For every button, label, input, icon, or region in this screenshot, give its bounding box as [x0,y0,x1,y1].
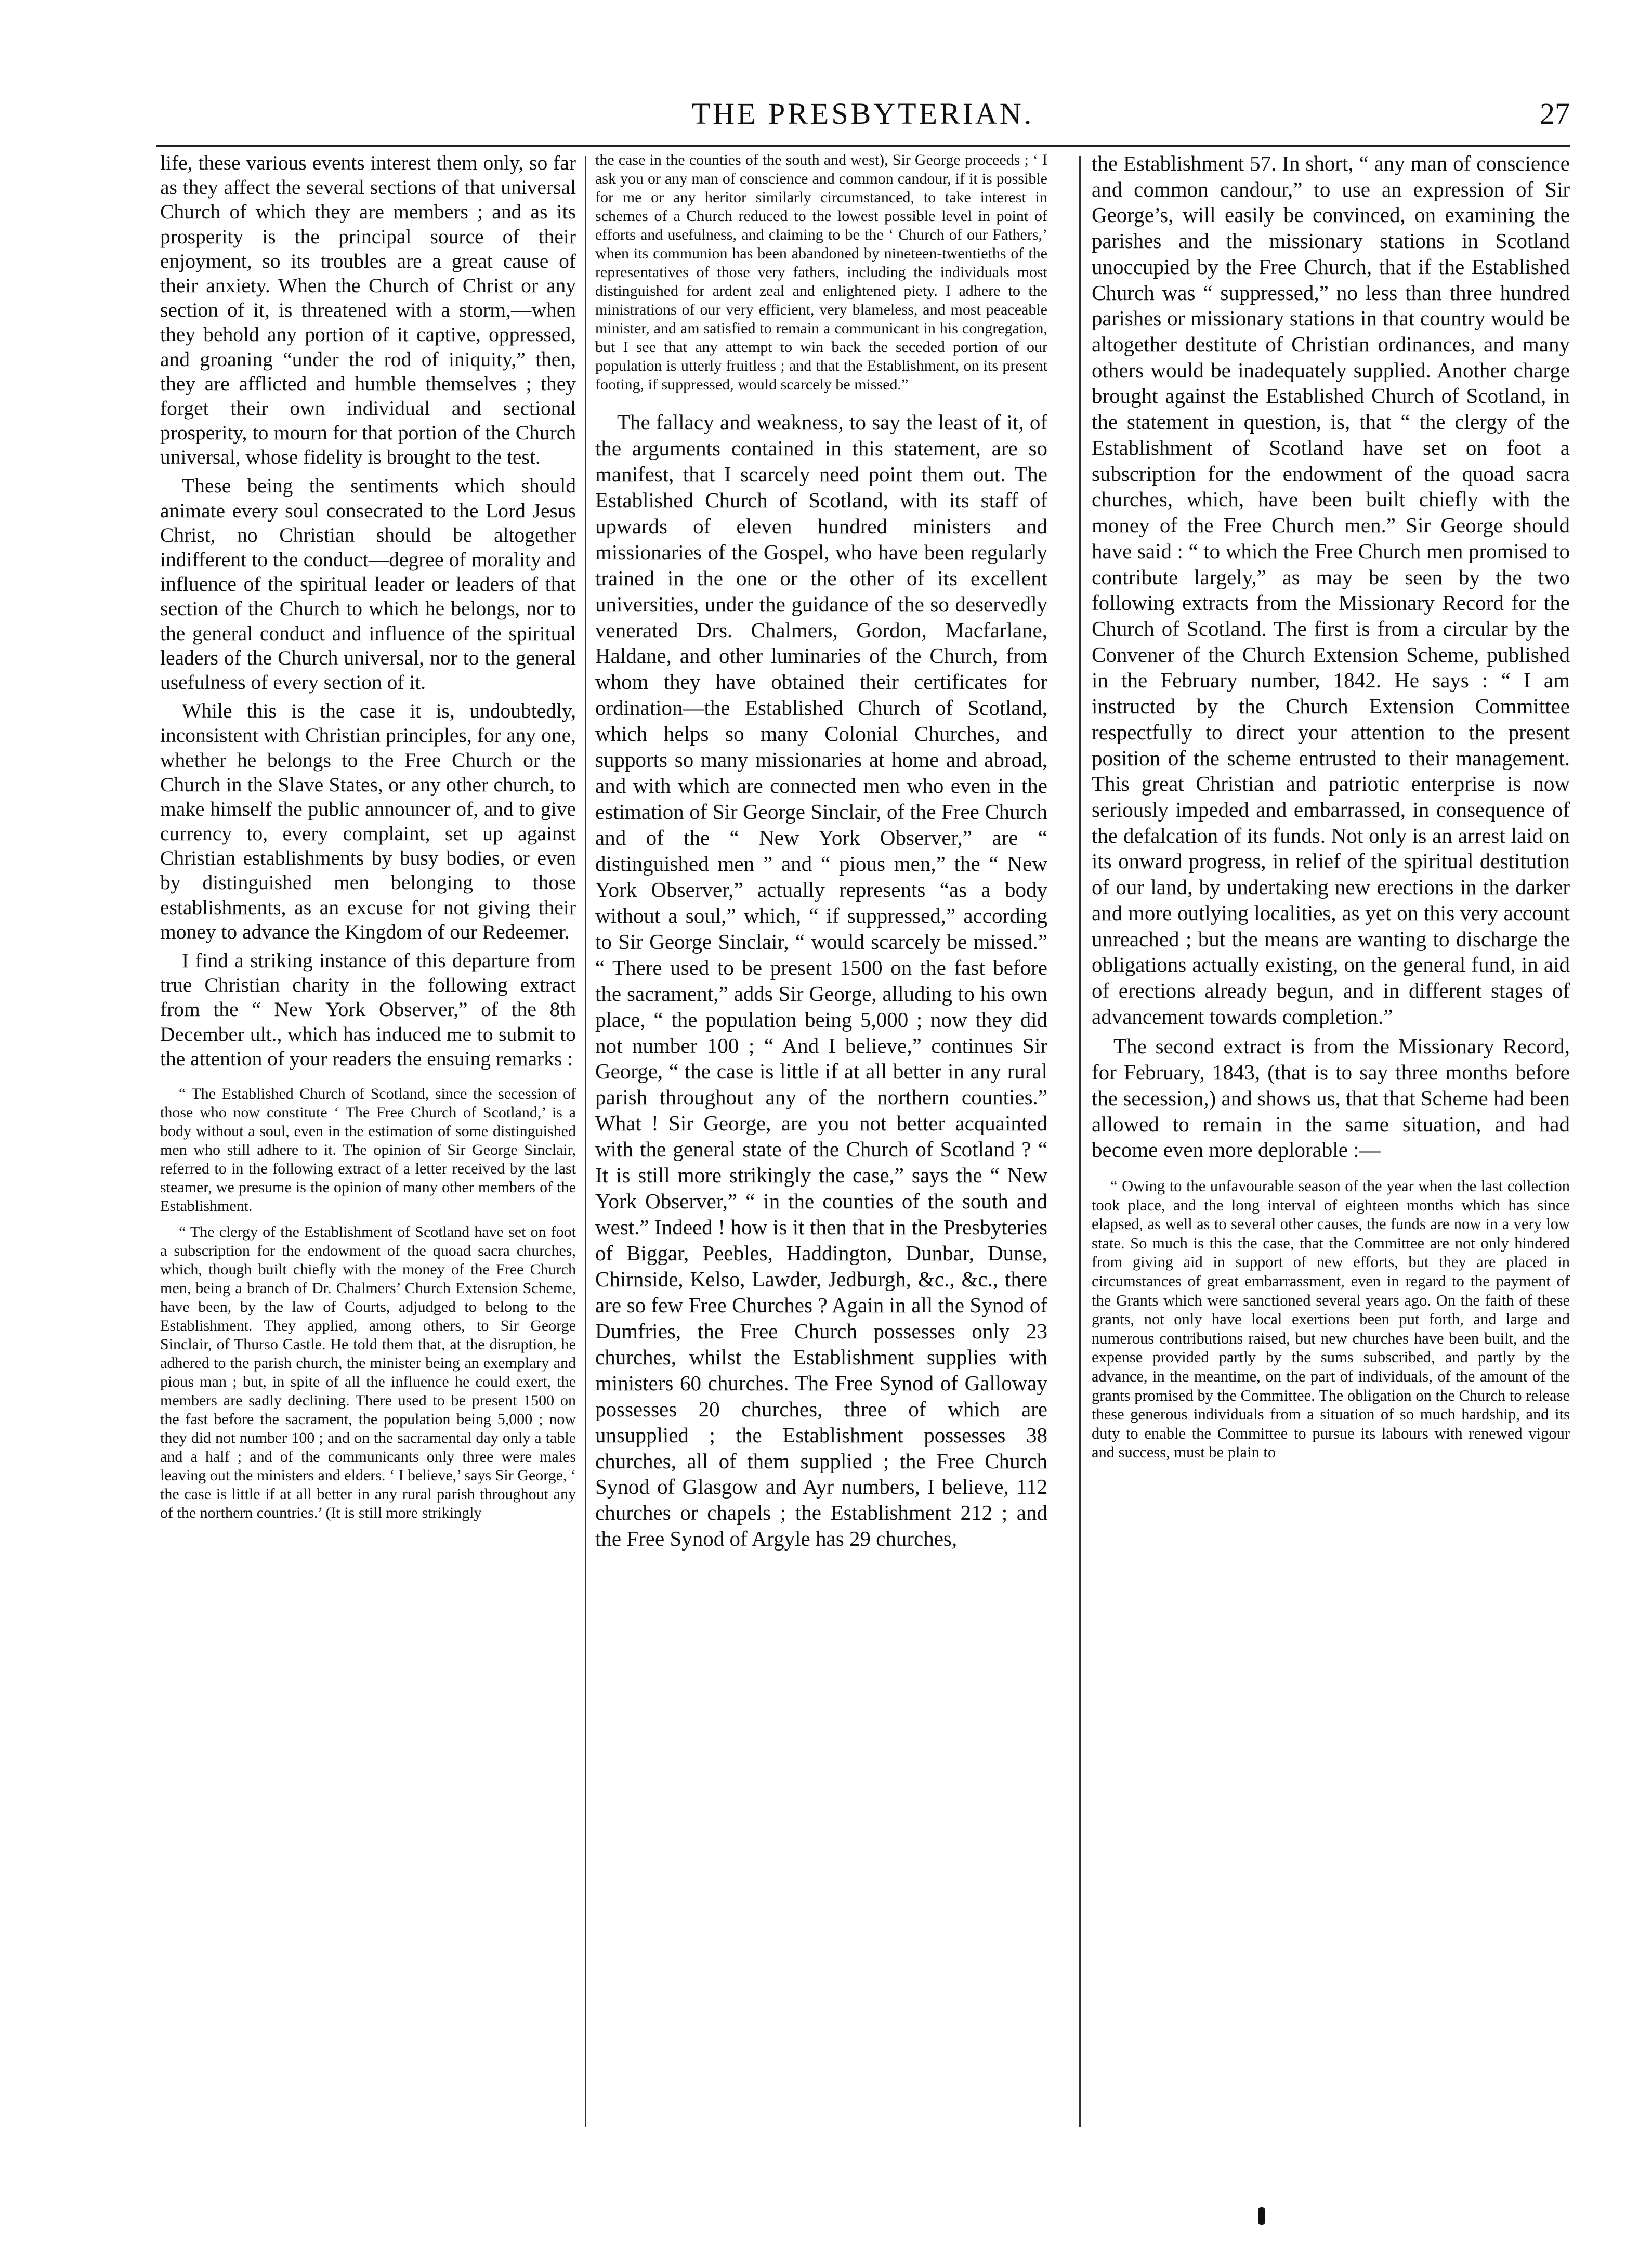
column-divider-2 [1079,156,1081,2127]
running-title: THE PRESBYTERIAN. [691,97,1034,131]
column-3 [1092,151,1570,1466]
quoted-extract: “ Owing to the unfavourable season of the year when the last collection took place, and the long interval of eighteen months which has since elapsed, as well as to several other causes, the funds are now in a very low state. So much is this the case, that the Committee are not only hindered from giving aid in support of new efforts, but they are placed in circumstances of great embarrassment, even in regard to the payment of the Grants which were sanctioned several years ago. On the faith of these grants, not only have local exertions been put forth, and large and numerous contributions raised, but new churches have been built, and the expense provided partly by the sums subscribed, and partly by the advance, in the meantime, on the part of individuals, of the amount of the grants promised by the Committee. The obligation on the Church to release these generous individuals from a situation of so much hardship, and its duty to enable the Committee to pursue its labours with renewed vigour and success, must be plain to [1092,1177,1570,1462]
paragraph: The second extract is from the Missionary Record, for February, 1843, (that is to say three months before the secession,) and shows us, that that Scheme had been allowed to remain in the same situation, and had become even more deplorable :— [1092,1034,1570,1162]
column-divider-1 [585,156,586,2127]
column-1 [160,151,576,1527]
paragraph: I find a striking instance of this departure from true Christian charity in the following extract from the “ New York Observer,” of the 8th December ult., which has induced me to submit to the attention of your readers the ensuing remarks : [160,949,576,1070]
paragraph: These being the sentiments which should animate every soul consecrated to the Lord Jesus Christ, no Christian should be altogether indifferent to the conduct—degree of morality and influence of the spiritual leader or leaders of that section of the Church to which he belongs, nor to the general conduct and influence of the spiritual leaders of the Church universal, nor to the general usefulness of every section of it. [160,474,576,694]
paragraph: While this is the case it is, undoubtedly, inconsistent with Christian principles, for any one, whether he belongs to the Free Church or the Church in the Slave States, or any other church, to make himself the public announcer of, and to give currency to, every complaint, set up against Christian establishments by busy bodies, or even by distinguished men belonging to those establishments, as an excuse for not giving their money to advance the Kingdom of our Redeemer. [160,699,576,943]
quoted-extract: “ The clergy of the Establishment of Scotland have set on foot a subscription for the endowment of the quoad sacra churches, which, though built chiefly with the money of the Free Church men, being a branch of Dr. Chalmers’ Church Extension Scheme, have been, by the law of Courts, adjudged to belong to the Establishment. They applied, among others, to Sir George Sinclair, of Thurso Castle. He told them that, at the disruption, he adhered to the parish church, the minister being an exemplary and pious man ; but, in spite of all the influence he could exert, the members are sadly declining. There used to be present 1500 on the fast before the sacrament, the population being 5,000 ; now they did not number 100 ; and on the sacramental day only a table and a half ; and of the communicants only three were males leaving out the ministers and elders. ‘ I believe,’ says Sir George, ‘ the case is little if at all better in any rural parish throughout any of the northern countries.’ (It is still more strikingly [160,1223,576,1521]
paragraph: the Establishment 57. In short, “ any man of conscience and common candour,” to use an expression of Sir George’s, will easily be convinced, on examining the parishes and the missionary stations in Scotland unoccupied by the Free Church, that if the Established Church was “ suppressed,” no less than three hundred parishes or missionary stations in that country would be altogether destitute of Christian ordinances, and many others would be inadequately supplied. Another charge brought against the Established Church of Scotland, in the statement in question, is, that “ the clergy of the Establishment of Scotland have set on foot a subscription for the endowment of the quoad sacra churches, which, have been built chiefly with the money of the Free Church men.” Sir George should have said : “ to which the Free Church men promised to contribute largely,” as may be seen by the two following extracts from the Missionary Record for the Church of Scotland. The first is from a circular by the Convener of the Church Extension Scheme, published in the February number, 1842. He says : “ I am instructed by the Church Extension Committee respectfully to direct your attention to the present position of the scheme entrusted to their management. This great Christian and patriotic enterprise is now seriously impeded and embarrassed, in consequence of the defalcation of its funds. Not only is an arrest laid on its onward progress, in relief of the spiritual destitution of our land, by undertaking new erections in the darker and more outlying localities, as yet on this very account unreached ; but the means are wanting to discharge the obligations actually existing, on the general fund, in aid of erections already begun, and in different stages of advancement towards completion.” [1092,151,1570,1028]
column-2 [595,151,1047,1556]
paragraph: life, these various events interest them only, so far as they affect the several sections of that universal Church of which they are members ; and as its prosperity is the principal source of their enjoyment, so its troubles are a great cause of their anxiety. When the Church of Christ or any section of it, is threatened with a storm,—when they behold any portion of it captive, oppressed, and groaning “under the rod of iniquity,” then, they are afflicted and humble themselves ; they forget their own individual and sectional prosperity, to mourn for that portion of the Church universal, whose fidelity is brought to the test. [160,151,576,469]
page-number: 27 [1540,97,1570,131]
ink-mark [1258,2207,1265,2225]
page-header [156,96,1570,138]
paragraph: The fallacy and weakness, to say the least of it, of the arguments contained in this statement, are so manifest, that I scarcely need point them out. The Established Church of Scotland, with its staff of upwards of eleven hundred ministers and missionaries of the Gospel, who have been regularly trained in the one or the other of its excellent universities, under the guidance of the so deservedly venerated Drs. Chalmers, Gordon, Macfarlane, Haldane, and other luminaries of the Church, from whom they have obtained their certificates for ordination—the Established Church of Scotland, which helps so many Colonial Churches, and supports so many missionaries at home and abroad, and with which are connected men who even in the estimation of Sir George Sinclair, of the Free Church and of the “ New York Observer,” are “ distinguished men ” and “ pious men,” the “ New York Observer,” actually represents “as a body without a soul,” which, “ if suppressed,” according to Sir George Sinclair, “ would scarcely be missed.” “ There used to be present 1500 on the fast before the sacrament,” adds Sir George, alluding to his own place, “ the population being 5,000 ; now they did not number 100 ; “ And I believe,” continues Sir George, “ the case is little if at all better in any rural parish throughout any of the northern counties.” What ! Sir George, are you not better acquainted with the general state of the Church of Scotland ? “ It is still more strikingly the case,” says the “ New York Observer,” “ in the counties of the south and west.” Indeed ! how is it then that in the Presbyteries of Biggar, Peebles, Haddington, Dunbar, Dunse, Chirnside, Kelso, Lawder, Jedburgh, &c., &c., there are so few Free Churches ? Again in all the Synod of Dumfries, the Free Church possesses only 23 churches, whilst the Establishment supplies with ministers 60 churches. The Free Synod of Galloway possesses 20 churches, three of which are unsupplied ; the Establishment possesses 38 churches, all of them supplied ; the Free Church Synod of Glasgow and Ayr numbers, I believe, 112 churches or chapels ; the Establishment 212 ; and the Free Synod of Argyle has 29 churches, [595,410,1047,1551]
quoted-extract: “ The Established Church of Scotland, since the secession of those who now constitute ‘ The Free Church of Scotland,’ is a body without a soul, even in the estimation of some distinguished men who still adhere to it. The opinion of Sir George Sinclair, referred to in the following extract of a letter received by the last steamer, we presume is the opinion of many other members of the Establishment. [160,1085,576,1215]
quoted-extract: the case in the counties of the south and west), Sir George proceeds ; ‘ I ask you or any man of conscience and common candour, if it is possible for me or any heritor similarly circumstanced, to take interest in schemes of a Church reduced to the lowest possible level in point of efforts and usefulness, and claiming to be the ‘ Church of our Fathers,’ when its communion has been abandoned by nineteen-twentieths of the representatives of those very fathers, including the individuals most distinguished for ardent zeal and enlightened piety. I adhere to the ministrations of our very efficient, very blameless, and most peaceable minister, and am satisfied to remain a communicant in his congregation, but I see that any attempt to win back the seceded portion of our population is utterly fruitless ; and that the Establishment, on its present footing, if suppressed, would scarcely be missed.” [595,151,1047,393]
header-rule [156,145,1570,147]
